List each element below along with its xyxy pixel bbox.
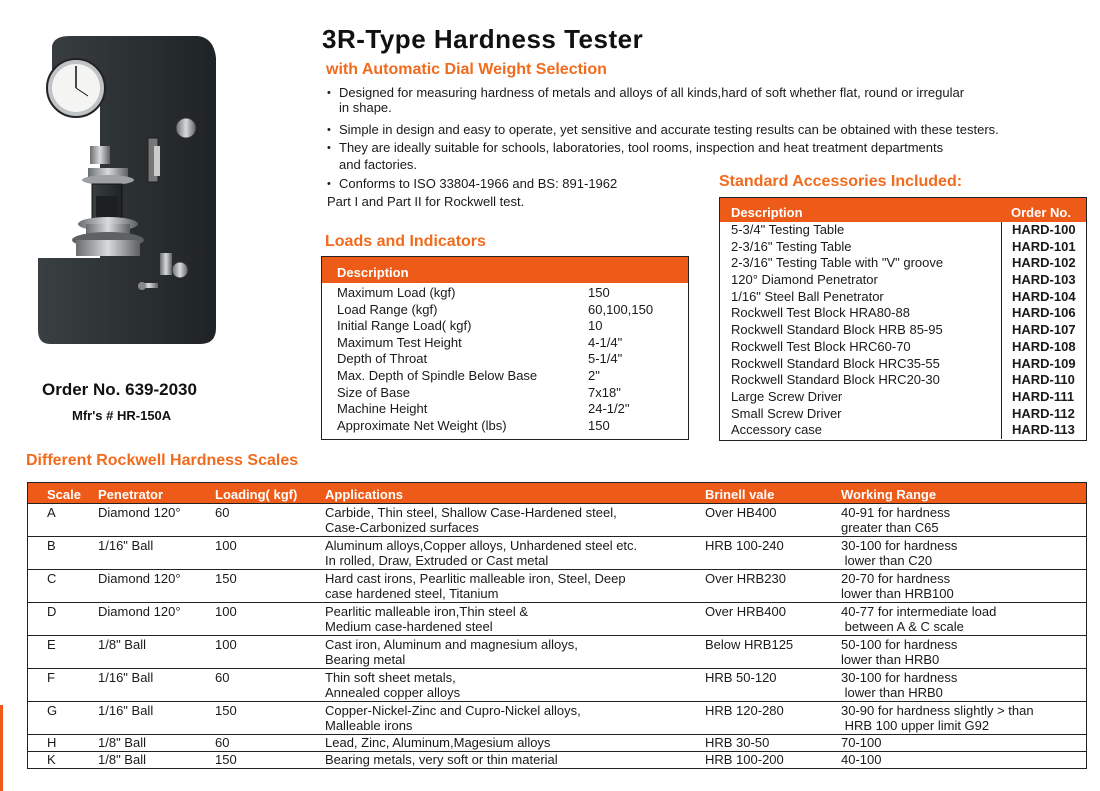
scale-cell: [28, 670, 98, 701]
accessories-heading: Standard Accessories Included:: [719, 173, 963, 190]
col-loading: Loading( kgf): [215, 487, 298, 502]
table-row: [720, 289, 1086, 306]
applications-cell-line: In rolled, Draw, Extruded or Cast metal: [325, 553, 549, 568]
spec-value: 150: [588, 417, 610, 433]
applications-cell-line: Annealed copper alloys: [325, 685, 461, 700]
loading-cell-line: 150: [215, 571, 237, 586]
page-subtitle: with Automatic Dial Weight Selection: [326, 61, 607, 78]
working-range-cell-line: lower than C20: [841, 553, 933, 568]
accessories-col-description: Description: [731, 205, 803, 220]
brinell-cell-line: HRB 30-50: [705, 735, 770, 750]
brinell-cell: [705, 735, 841, 751]
scales-table-body: [28, 503, 1086, 768]
working-range-cell-line: 30-100 for hardness: [841, 670, 958, 685]
accessories-table-body: [720, 222, 1086, 439]
table-row: [28, 635, 1086, 668]
spec-value: 5-1/4": [588, 351, 623, 367]
col-working-range: Working Range: [841, 487, 937, 502]
accessory-description: 5-3/4" Testing Table: [731, 222, 845, 237]
working-range-cell-line: lower than HRB0: [841, 652, 940, 667]
scales-heading: Different Rockwell Hardness Scales: [26, 452, 299, 469]
table-row: [28, 668, 1086, 701]
feature-continuation: Part I and Part II for Rockwell test.: [327, 194, 525, 209]
feature-text: Simple in design and easy to operate, yet sensitive and accurate testing results can be obtained with these testers.: [339, 122, 999, 137]
spec-label: Max. Depth of Spindle Below Base: [337, 367, 538, 383]
table-row: [720, 239, 1086, 256]
hardness-tester-illustration: [30, 28, 230, 358]
loading-cell-line: 60: [215, 735, 230, 750]
applications-cell-line: Copper-Nickel-Zinc and Cupro-Nickel alloys,: [325, 703, 581, 718]
applications-cell-line: Pearlitic malleable iron,Thin steel &: [325, 604, 529, 619]
accessory-order-no: HARD-106: [1001, 305, 1076, 322]
working-range-cell-line: lower than HRB100: [841, 586, 954, 601]
accessory-order-no: HARD-104: [1001, 289, 1076, 306]
applications-cell-line: Carbide, Thin steel, Shallow Case-Hardened steel,: [325, 505, 617, 520]
loading-cell: [215, 703, 325, 734]
spec-value: 7x18": [588, 384, 621, 400]
accessory-description: Rockwell Test Block HRC60-70: [731, 338, 911, 354]
applications-cell-line: case hardened steel, Titanium: [325, 586, 499, 601]
loading-cell-line: 150: [215, 752, 237, 767]
scale-cell: [28, 637, 98, 668]
scale-cell-line: K: [47, 752, 56, 767]
accessory-order-no: HARD-103: [1001, 272, 1076, 289]
scale-cell-line: E: [47, 637, 56, 652]
loading-cell: [215, 735, 325, 751]
loads-table-body: [322, 285, 688, 434]
feature-item: [325, 122, 1085, 138]
table-row: [720, 422, 1086, 439]
penetrator-cell-line: Diamond 120°: [98, 604, 181, 619]
table-row: [720, 389, 1086, 406]
loading-cell: [215, 752, 325, 768]
accessory-description: 120° Diamond Penetrator: [731, 272, 878, 288]
brinell-cell: [705, 637, 841, 668]
accessories-table-header: [720, 198, 1086, 222]
scale-cell-line: G: [47, 703, 58, 718]
accessory-description: Rockwell Standard Block HRB 85-95: [731, 322, 943, 338]
page-edge-accent: [0, 705, 3, 791]
spec-value: 150: [588, 285, 610, 300]
loading-cell-line: 100: [215, 637, 237, 652]
accessory-order-no: HARD-109: [1001, 356, 1076, 373]
table-row: [720, 272, 1086, 289]
table-row: [322, 302, 688, 319]
applications-cell-line: Medium case-hardened steel: [325, 619, 493, 634]
penetrator-cell-line: 1/16" Ball: [98, 703, 154, 718]
spec-value: 60,100,150: [588, 301, 654, 317]
col-scale: Scale: [47, 487, 81, 502]
scale-cell-line: H: [47, 735, 57, 750]
working-range-cell-line: 70-100: [841, 735, 882, 750]
penetrator-cell: [98, 505, 215, 536]
spec-label: Size of Base: [337, 384, 410, 400]
table-row: [720, 356, 1086, 373]
table-row: [28, 602, 1086, 635]
scale-cell: [28, 703, 98, 734]
table-row: [322, 418, 688, 435]
brinell-cell: [705, 538, 841, 569]
spec-label: Depth of Throat: [337, 351, 428, 367]
working-range-cell-line: 50-100 for hardness: [841, 637, 958, 652]
brinell-cell-line: Over HRB400: [705, 604, 786, 619]
applications-cell-line: Cast iron, Aluminum and magnesium alloys,: [325, 637, 578, 652]
spec-value: 10: [588, 318, 603, 334]
scale-cell-line: C: [47, 571, 57, 586]
penetrator-cell-line: 1/16" Ball: [98, 670, 154, 685]
loading-cell: [215, 670, 325, 701]
applications-cell: [325, 670, 705, 701]
accessory-order-no: HARD-102: [1001, 255, 1076, 272]
penetrator-cell: [98, 637, 215, 668]
applications-cell: [325, 571, 705, 602]
penetrator-cell: [98, 735, 215, 751]
penetrator-cell: [98, 571, 215, 602]
accessory-description: Rockwell Standard Block HRC35-55: [731, 355, 940, 371]
applications-cell-line: Bearing metals, very soft or thin material: [325, 752, 558, 767]
penetrator-cell: [98, 670, 215, 701]
scale-cell-line: A: [47, 505, 56, 520]
table-row: [720, 322, 1086, 339]
table-row: [720, 339, 1086, 356]
feature-list: [325, 85, 1085, 210]
product-image: [30, 28, 230, 358]
working-range-cell-line: 20-70 for hardness: [841, 571, 951, 586]
table-row: [322, 368, 688, 385]
working-range-cell: [841, 571, 1086, 602]
penetrator-cell-line: Diamond 120°: [98, 571, 181, 586]
spec-label: Maximum Test Height: [337, 334, 462, 350]
applications-cell: [325, 703, 705, 734]
spec-value: 4-1/4": [588, 334, 623, 350]
scale-cell: [28, 571, 98, 602]
applications-cell: [325, 752, 705, 768]
applications-cell-line: Lead, Zinc, Aluminum,Magesium alloys: [325, 735, 551, 750]
applications-cell-line: Malleable irons: [325, 718, 413, 733]
feature-item: [325, 85, 1085, 101]
accessory-description: Accessory case: [731, 422, 823, 438]
brinell-cell-line: HRB 120-280: [705, 703, 784, 718]
scale-cell-line: F: [47, 670, 55, 685]
applications-cell: [325, 735, 705, 751]
loading-cell: [215, 505, 325, 536]
brinell-cell-line: Over HB400: [705, 505, 777, 520]
scale-cell: [28, 505, 98, 536]
brinell-cell: [705, 703, 841, 734]
accessory-order-no: HARD-108: [1001, 339, 1076, 356]
col-applications: Applications: [325, 487, 404, 502]
applications-cell: [325, 538, 705, 569]
accessory-order-no: HARD-111: [1001, 389, 1074, 406]
accessory-order-no: HARD-112: [1001, 406, 1075, 423]
table-row: [28, 569, 1086, 602]
accessory-description: 2-3/16" Testing Table: [731, 238, 852, 254]
working-range-cell: [841, 703, 1086, 734]
brinell-cell: [705, 752, 841, 768]
working-range-cell: [841, 637, 1086, 668]
scales-table: [27, 482, 1087, 769]
spec-label: Load Range (kgf): [337, 301, 438, 317]
col-penetrator: Penetrator: [98, 487, 164, 502]
penetrator-cell: [98, 538, 215, 569]
loading-cell-line: 150: [215, 703, 237, 718]
feature-continuation: in shape.: [339, 100, 392, 115]
spec-label: Approximate Net Weight (lbs): [337, 417, 507, 433]
feature-item: [325, 176, 1085, 192]
working-range-cell-line: 30-100 for hardness: [841, 538, 958, 553]
working-range-cell-line: 40-77 for intermediate load: [841, 604, 997, 619]
col-brinell: Brinell vale: [705, 487, 775, 502]
accessory-description: Large Screw Driver: [731, 388, 843, 404]
table-row: [720, 222, 1086, 239]
spec-value: 24-1/2": [588, 401, 630, 417]
manufacturer-number: Mfr's # HR-150A: [72, 408, 172, 423]
spec-label: Initial Range Load( kgf): [337, 318, 472, 334]
working-range-cell-line: 30-90 for hardness slightly > than: [841, 703, 1034, 718]
page-title: 3R-Type Hardness Tester: [322, 24, 644, 54]
applications-cell: [325, 637, 705, 668]
feature-text: They are ideally suitable for schools, laboratories, tool rooms, inspection and heat treatment departments: [339, 140, 944, 155]
scale-cell-line: B: [47, 538, 56, 553]
accessories-table: [719, 197, 1087, 441]
applications-cell-line: Thin soft sheet metals,: [325, 670, 456, 685]
applications-cell-line: Hard cast irons, Pearlitic malleable iron, Steel, Deep: [325, 571, 626, 586]
feature-text: Conforms to ISO 33804-1966 and BS: 891-1962: [339, 176, 618, 191]
feature-text: Designed for measuring hardness of metals and alloys of all kinds,hard of soft whether flat, round or irregular: [339, 85, 965, 100]
loading-cell-line: 100: [215, 604, 237, 619]
scale-cell: [28, 752, 98, 768]
table-row: [322, 401, 688, 418]
applications-cell: [325, 505, 705, 536]
table-row: [28, 503, 1086, 536]
brinell-cell-line: HRB 100-240: [705, 538, 784, 553]
working-range-cell-line: lower than HRB0: [841, 685, 943, 700]
brinell-cell-line: HRB 50-120: [705, 670, 777, 685]
table-row: [720, 372, 1086, 389]
working-range-cell-line: 40-100: [841, 752, 882, 767]
spec-label: Machine Height: [337, 401, 428, 417]
table-row: [720, 406, 1086, 423]
brinell-cell: [705, 505, 841, 536]
working-range-cell: [841, 670, 1086, 701]
table-row: [28, 751, 1086, 768]
scales-table-header: [28, 483, 1086, 503]
table-row: [322, 385, 688, 402]
accessory-order-no: HARD-101: [1001, 239, 1076, 256]
scale-cell: [28, 735, 98, 751]
scale-cell: [28, 538, 98, 569]
spec-value: 2": [588, 367, 600, 383]
table-row: [28, 701, 1086, 734]
brinell-cell: [705, 604, 841, 635]
brinell-cell-line: HRB 100-200: [705, 752, 784, 767]
working-range-cell-line: between A & C scale: [841, 619, 964, 634]
loading-cell-line: 60: [215, 505, 230, 520]
table-row: [720, 255, 1086, 272]
accessory-order-no: HARD-107: [1001, 322, 1076, 339]
table-row: [28, 734, 1086, 751]
accessory-description: 1/16" Steel Ball Penetrator: [731, 288, 884, 304]
table-row: [28, 536, 1086, 569]
penetrator-cell-line: 1/8" Ball: [98, 637, 146, 652]
brinell-cell: [705, 670, 841, 701]
loads-table: [321, 256, 689, 440]
brinell-cell-line: Below HRB125: [705, 637, 794, 652]
applications-cell-line: Aluminum alloys,Copper alloys, Unhardened steel etc.: [325, 538, 638, 553]
working-range-cell: [841, 604, 1086, 635]
loading-cell: [215, 571, 325, 602]
loading-cell-line: 60: [215, 670, 230, 685]
scale-cell-line: D: [47, 604, 57, 619]
penetrator-cell-line: Diamond 120°: [98, 505, 181, 520]
scale-cell: [28, 604, 98, 635]
table-row: [322, 318, 688, 335]
loading-cell-line: 100: [215, 538, 237, 553]
feature-continuation: and factories.: [339, 157, 418, 172]
table-row: [322, 351, 688, 368]
accessory-order-no: HARD-100: [1001, 222, 1076, 239]
applications-cell-line: Case-Carbonized surfaces: [325, 520, 479, 535]
penetrator-cell-line: 1/8" Ball: [98, 752, 146, 767]
working-range-cell: [841, 735, 1086, 751]
spec-label: Maximum Load (kgf): [337, 285, 456, 300]
accessory-description: Rockwell Standard Block HRC20-30: [731, 372, 940, 388]
accessory-order-no: HARD-110: [1001, 372, 1075, 389]
accessory-order-no: HARD-113: [1001, 422, 1075, 439]
working-range-cell: [841, 752, 1086, 768]
applications-cell: [325, 604, 705, 635]
loading-cell: [215, 637, 325, 668]
penetrator-cell-line: 1/8" Ball: [98, 735, 146, 750]
table-row: [322, 285, 688, 302]
working-range-cell: [841, 505, 1086, 536]
loads-table-header: Description: [322, 257, 688, 283]
brinell-cell: [705, 571, 841, 602]
table-row: [720, 305, 1086, 322]
accessory-description: Small Screw Driver: [731, 405, 842, 421]
accessory-description: Rockwell Test Block HRA80-88: [731, 305, 910, 321]
brinell-cell-line: Over HRB230: [705, 571, 786, 586]
working-range-cell-line: HRB 100 upper limit G92: [841, 718, 990, 733]
penetrator-cell: [98, 703, 215, 734]
penetrator-cell: [98, 604, 215, 635]
working-range-cell-line: greater than C65: [841, 520, 939, 535]
penetrator-cell-line: 1/16" Ball: [98, 538, 154, 553]
accessories-col-order: Order No.: [1011, 205, 1071, 220]
loads-heading: Loads and Indicators: [325, 233, 486, 250]
order-number: Order No. 639-2030: [42, 380, 197, 399]
accessory-description: 2-3/16" Testing Table with "V" groove: [731, 255, 944, 271]
feature-item: [325, 140, 1085, 156]
working-range-cell: [841, 538, 1086, 569]
penetrator-cell: [98, 752, 215, 768]
working-range-cell-line: 40-91 for hardness: [841, 505, 951, 520]
applications-cell-line: Bearing metal: [325, 652, 406, 667]
loading-cell: [215, 538, 325, 569]
loading-cell: [215, 604, 325, 635]
table-row: [322, 335, 688, 352]
